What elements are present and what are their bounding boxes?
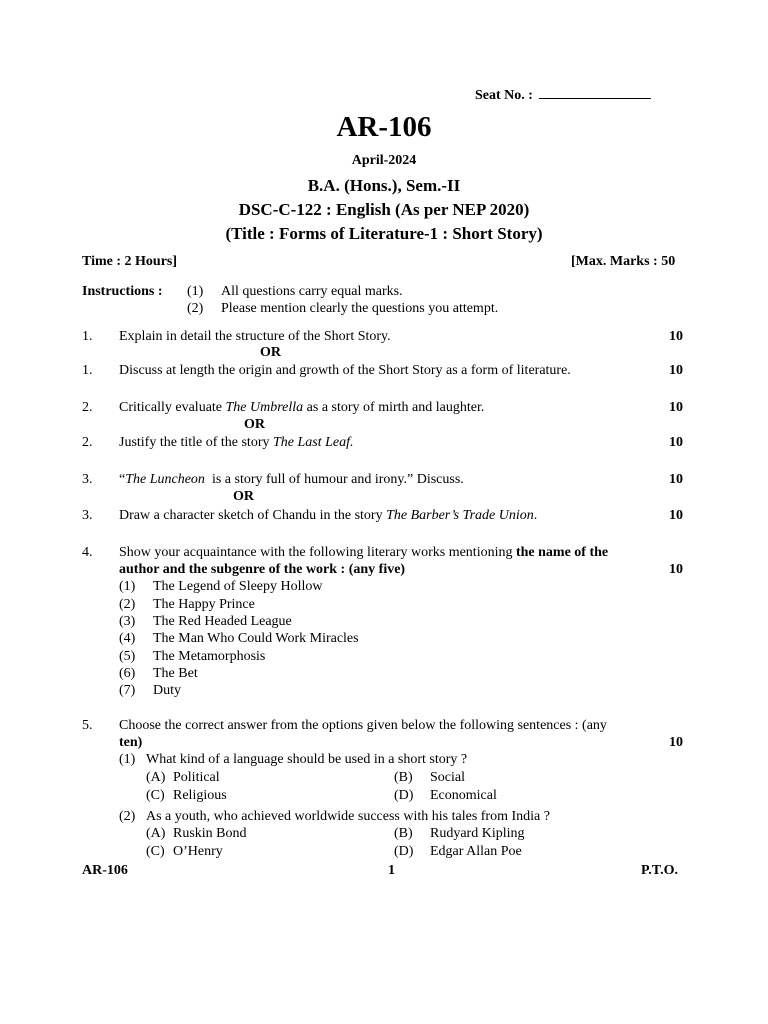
question-number: 5. [82,718,93,733]
list-item-number: (5) [119,649,136,664]
list-item: The Man Who Could Work Miracles [153,631,359,646]
list-item-number: (4) [119,631,136,646]
list-item: Duty [153,683,181,698]
max-marks: [Max. Marks : 50 [571,254,676,269]
option-text: Ruskin Bond [173,826,247,841]
list-item: The Red Headed League [153,614,292,629]
seat-number-blank [539,86,651,99]
question-number: 1. [82,363,93,378]
story-title: The Last Leaf. [272,435,354,450]
question-number: 2. [82,435,93,450]
question-marks: 10 [669,735,683,750]
question-marks: 10 [669,472,683,487]
option-label: (C) [146,844,165,859]
option-text: Economical [430,788,497,803]
list-item-number: (3) [119,614,136,629]
option-label: (A) [146,770,166,785]
page-number: 1 [388,863,395,878]
mcq-number: (2) [119,809,136,824]
list-item-number: (1) [119,579,136,594]
question-marks: 10 [669,562,683,577]
list-item: The Legend of Sleepy Hollow [153,579,323,594]
option-text: Edgar Allan Poe [430,844,522,859]
story-title: The Barber’s Trade Union [386,508,534,523]
option-label: (D) [394,788,414,803]
story-title: The Umbrella [225,400,304,415]
option-text: Religious [173,788,227,803]
question-number: 4. [82,545,93,560]
or-separator: OR [233,489,254,504]
question-number: 3. [82,472,93,487]
question-text-cont: ten) [119,735,143,750]
question-text: Explain in detail the structure of the Short Story. [119,329,391,344]
list-item-number: (7) [119,683,136,698]
list-item-number: (6) [119,666,136,681]
list-item: The Bet [153,666,198,681]
list-item: The Happy Prince [153,597,255,612]
time-allowed: Time : 2 Hours] [82,254,178,269]
question-text: Draw a character sketch of Chandu in the story The Barber’s Trade Union. [119,508,538,523]
seat-number-field [475,86,651,104]
question-marks: 10 [669,329,683,344]
instructions-label: Instructions : [82,284,163,299]
option-label: (D) [394,844,414,859]
list-item: The Metamorphosis [153,649,266,664]
question-text-cont: author and the subgenre of the work : (any five) [119,562,406,577]
or-separator: OR [260,345,281,360]
option-text: Rudyard Kipling [430,826,525,841]
option-label: (A) [146,826,166,841]
question-number: 2. [82,400,93,415]
paper-title: (Title : Forms of Literature-1 : Short Story) [225,224,543,243]
footer-paper-code: AR-106 [82,863,128,878]
list-item-number: (2) [119,597,136,612]
mcq-number: (1) [119,752,136,767]
instruction-text: Please mention clearly the questions you attempt. [221,301,499,316]
course-name: B.A. (Hons.), Sem.-II [307,176,461,195]
question-text: “The Luncheon is a story full of humour and irony.” Discuss. [119,472,464,487]
question-marks: 10 [669,400,683,415]
or-separator: OR [244,417,265,432]
subject-name: DSC-C-122 : English (As per NEP 2020) [238,200,530,219]
option-text: O’Henry [173,844,223,859]
instruction-number: (1) [187,284,204,299]
mcq-question: As a youth, who achieved worldwide success with his tales from India ? [146,809,550,824]
question-number: 3. [82,508,93,523]
option-text: Political [173,770,220,785]
question-text: Choose the correct answer from the options given below the following sentences : (any [119,718,607,733]
option-text: Social [430,770,465,785]
option-label: (B) [394,826,413,841]
please-turn-over: P.T.O. [641,863,678,878]
exam-date: April-2024 [351,153,417,168]
seat-number-label: Seat No. : [475,88,533,103]
instruction-number: (2) [187,301,204,316]
question-number: 1. [82,329,93,344]
mcq-question: What kind of a language should be used in a short story ? [146,752,468,767]
question-text: Critically evaluate The Umbrella as a story of mirth and laughter. [119,400,485,415]
paper-code-title: AR-106 [336,111,432,143]
question-text: Justify the title of the story The Last Leaf. [119,435,354,450]
option-label: (C) [146,788,165,803]
question-text: Show your acquaintance with the following literary works mentioning the name of the [119,545,609,560]
question-marks: 10 [669,363,683,378]
instruction-text: All questions carry equal marks. [221,284,403,299]
question-text: Discuss at length the origin and growth of the Short Story as a form of literature. [119,363,571,378]
question-marks: 10 [669,435,683,450]
option-label: (B) [394,770,413,785]
question-marks: 10 [669,508,683,523]
story-title: The Luncheon [125,472,205,487]
